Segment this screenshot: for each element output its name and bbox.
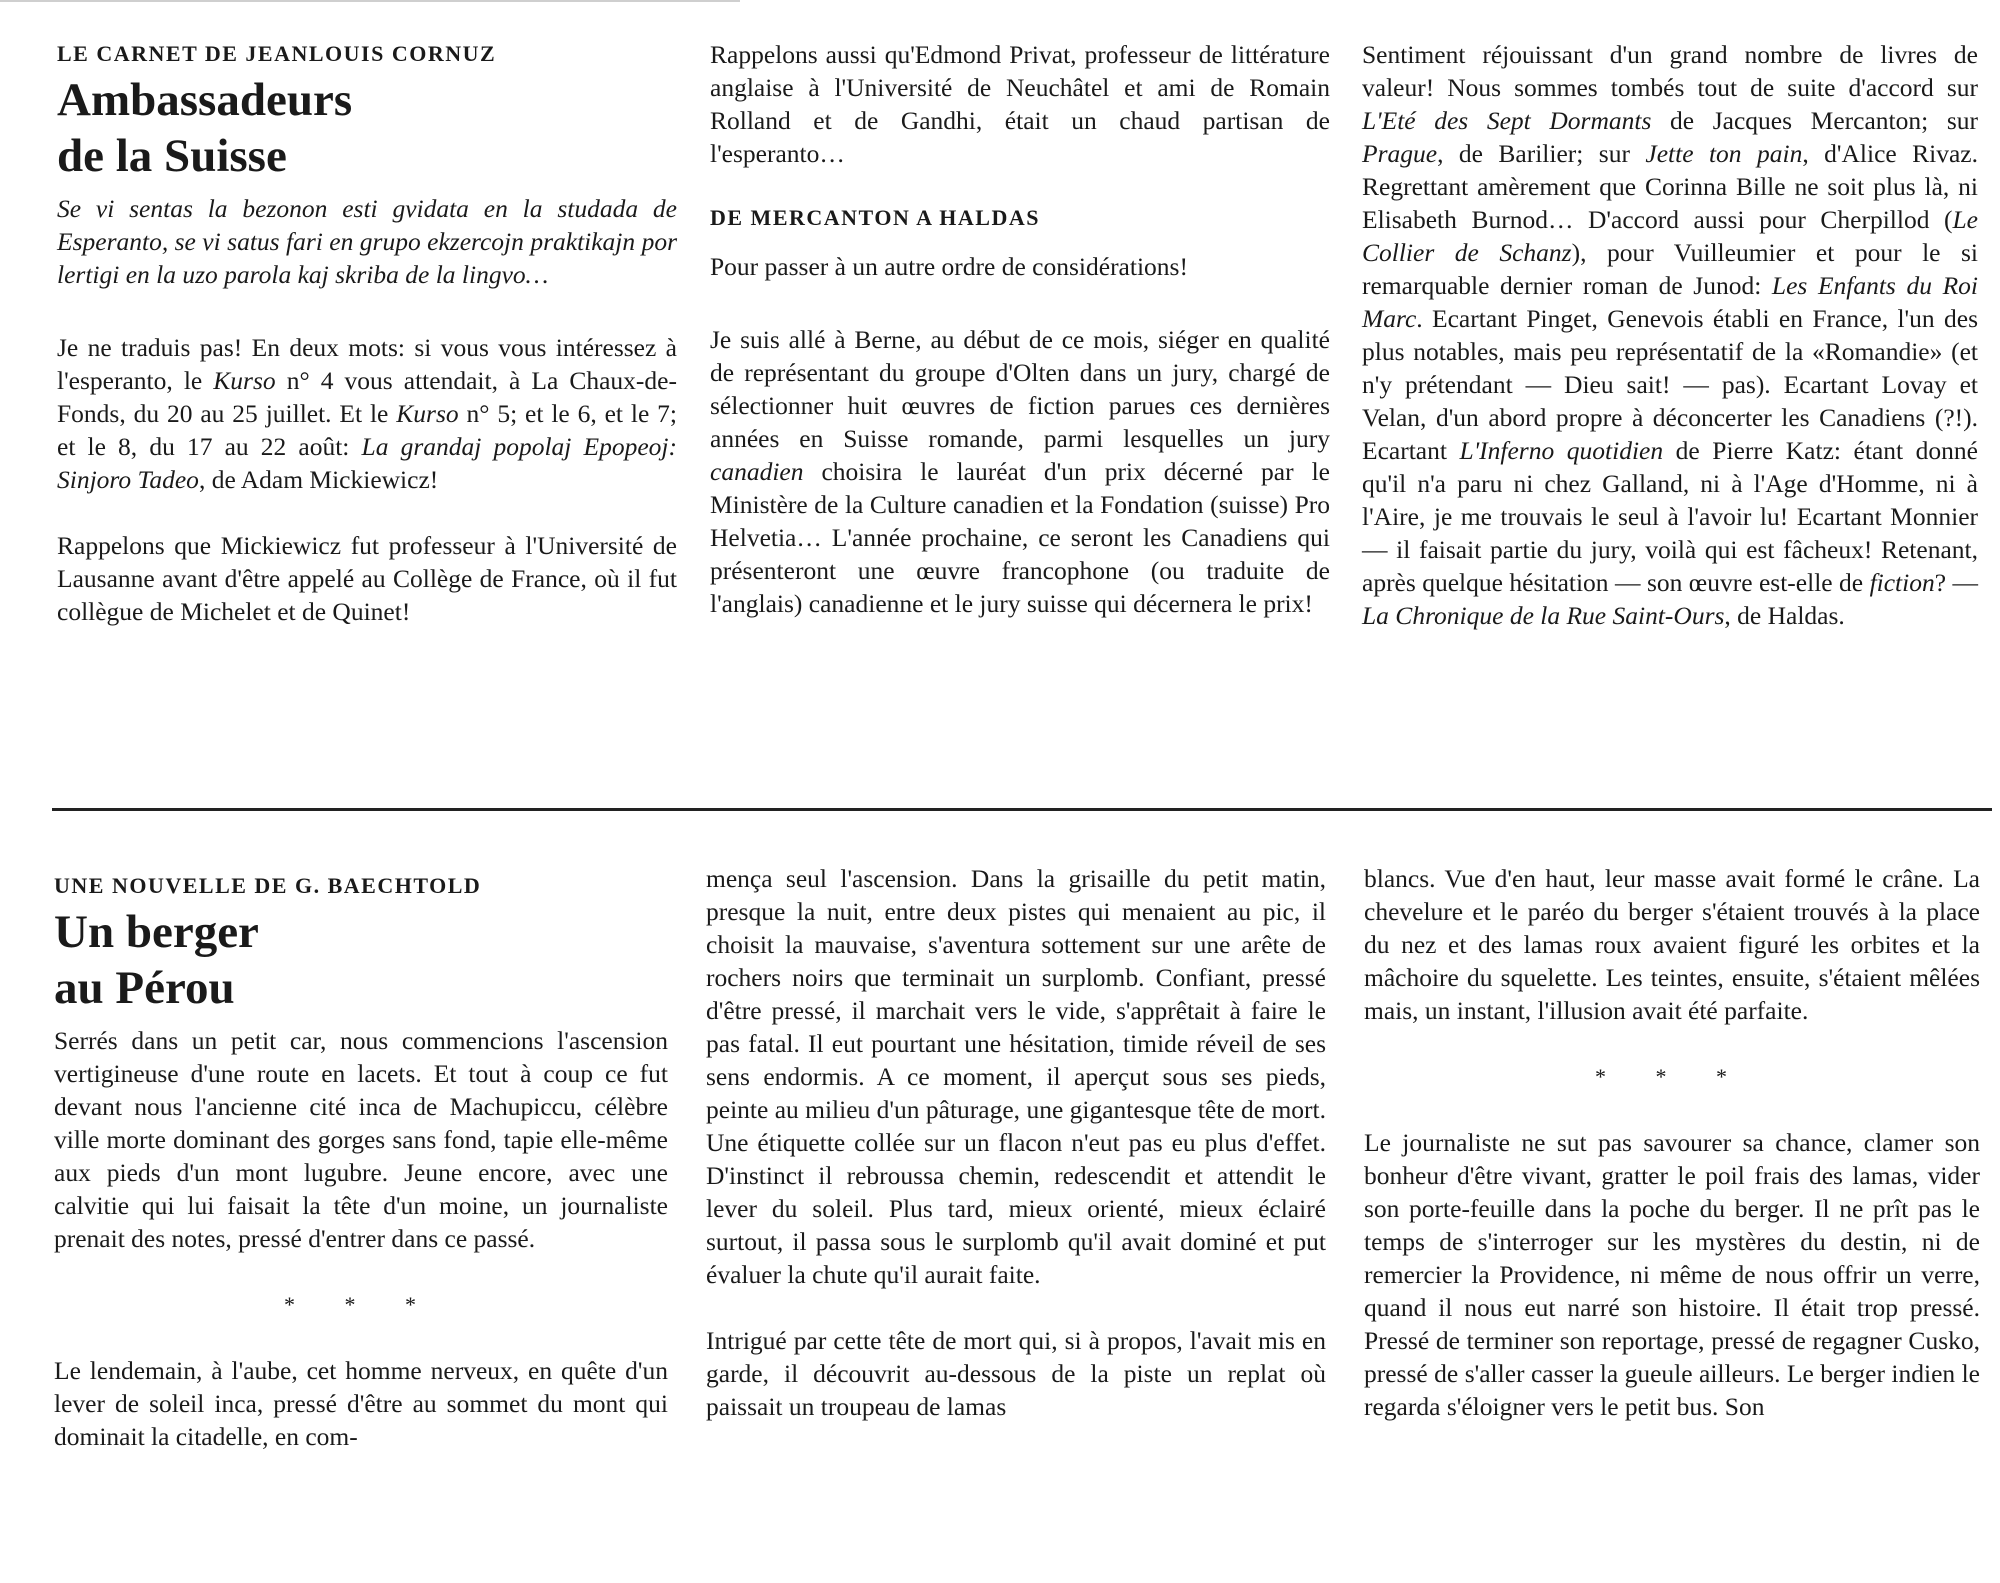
text-run: choisira le lauréat d'un prix décerné par le Ministère de la Culture canadien et la Fondation (suisse) Pro Helvetia… L'année prochaine, ce seront les Canadiens qui présenteront une œuvre francophone (ou traduite de l'anglais) canadienne et le jury suisse qui décernera le prix! bbox=[710, 457, 1330, 618]
article1-paragraph-3: Rappelons aussi qu'Edmond Privat, professeur de littérature anglaise à l'Université de Neuchâtel et ami de Romain Rolland et de Gandhi, était un chaud partisan de l'esperanto… bbox=[710, 40, 1330, 168]
italic-run: L'Eté des Sept Dormants bbox=[1362, 106, 1652, 135]
italic-run: La grandaj popolaj Epopeoj: Sinjoro Tadeo bbox=[57, 432, 677, 494]
italic-run: Les Enfants du Roi Marc bbox=[1362, 271, 1978, 333]
article1-column-3 bbox=[1362, 38, 1978, 632]
section-break-stars: * * * bbox=[284, 1292, 438, 1317]
article1-column-1 bbox=[57, 38, 677, 628]
text-run: ? — bbox=[1934, 568, 1978, 597]
article2-title-line1: Un berger bbox=[54, 906, 259, 958]
article1-kicker: LE CARNET DE JEANLOUIS CORNUZ bbox=[57, 41, 497, 66]
text-run: . Ecartant Pinget, Genevois établi en France, l'un des plus notables, mais peu représentatif de la «Romandie» (et n'y prétendant — Dieu sait! — pas). Ecartant Lovay et Velan, d'un abord propre à déconcerter les Canadiens (?!). Ecartant bbox=[1362, 304, 1978, 465]
text-run: de Pierre Katz: étant donné qu'il n'a paru ni chez Galland, ni à l'Age d'Homme, ni à l'Aire, je me trouvais le seul à l'avoir lu! Ecartant Monnier — il faisait partie du jury, voilà qui est fâcheux! Retenant, après quelque hésitation — son œuvre est-elle de bbox=[1362, 436, 1978, 597]
text-run: , de Adam Mickiewicz! bbox=[198, 465, 439, 494]
article1-lead: Se vi sentas la bezonon esti gvidata en la studada de Esperanto, se vi satus fari en grupo ekzercojn praktikajn por lertigi en la uzo parola kaj skriba de la lingvo… bbox=[57, 194, 677, 289]
article2-paragraph-3-end: blancs. Vue d'en haut, leur masse avait formé le crâne. La chevelure et le paréo du berger s'étaient trouvés à la place du nez et des lamas roux avaient figuré les orbites et la mâchoire du squelette. Les teintes, ensuite, s'étaient mêlées mais, un instant, l'illusion avait été parfaite. bbox=[1364, 864, 1980, 1025]
text-run: Je ne traduis pas! En deux mots: si vous vous intéressez à l'esperanto, le bbox=[57, 333, 677, 395]
article2-kicker: UNE NOUVELLE DE G. BAECHTOLD bbox=[54, 873, 482, 898]
italic-run: fiction bbox=[1869, 568, 1935, 597]
article1-paragraph-1 bbox=[57, 331, 677, 496]
article1-paragraph-4: Pour passer à un autre ordre de considérations! bbox=[710, 252, 1188, 281]
article-ambassadeurs bbox=[0, 0, 2000, 790]
article1-paragraph-5 bbox=[710, 323, 1330, 620]
article1-paragraph-2: Rappelons que Mickiewicz fut professeur à l'Université de Lausanne avant d'être appelé au Collège de France, où il fut collègue de Michelet et de Quinet! bbox=[57, 531, 677, 626]
italic-run: canadien bbox=[710, 457, 804, 486]
text-run: de Jacques Mercanton; sur bbox=[1651, 106, 1978, 135]
article-divider bbox=[52, 808, 1992, 811]
text-run: n° 5; et le 6, et le 7; et le 8, du 17 au 22 août: bbox=[57, 399, 678, 461]
article2-title-line2: au Pérou bbox=[54, 962, 235, 1014]
italic-run: L'Inferno quotidien bbox=[1459, 436, 1664, 465]
article1-column-2 bbox=[710, 38, 1330, 620]
text-run: , de Haldas. bbox=[1724, 601, 1845, 630]
article2-title bbox=[54, 904, 668, 1016]
article1-title-line1: Ambassadeurs bbox=[57, 74, 353, 126]
article1-title-line2: de la Suisse bbox=[57, 130, 287, 182]
article2-paragraph-4: Le journaliste ne sut pas savourer sa chance, clamer son bonheur d'être vivant, gratter le poil frais des lamas, vider son porte-feuille dans la poche du berger. Il ne prît pas le temps de s'interroger sur les mystères du destin, ni de remercier la Providence, ni même de nous offrir un verre, quand il nous eut narré son histoire. Il était trop pressé. Pressé de terminer son reportage, pressé de regagner Cusko, pressé de s'aller casser la gueule ailleurs. Le berger indien le regarda s'éloigner vers le petit bus. Son bbox=[1364, 1128, 1980, 1421]
article2-paragraph-3: Intrigué par cette tête de mort qui, si à propos, l'avait mis en garde, il découvrit au-dessous de la piste un replat où paissait un troupeau de lamas bbox=[706, 1326, 1326, 1421]
article2-paragraph-2: Le lendemain, à l'aube, cet homme nerveux, en quête d'un lever de soleil inca, pressé d'être au sommet du mont qui dominait la citadelle, en com- bbox=[54, 1356, 668, 1451]
text-run: n° 4 vous attendait, à La Chaux-de-Fonds, du 20 au 25 juillet. Et le bbox=[57, 366, 677, 428]
text-run: Je suis allé à Berne, au début de ce mois, siéger en qualité de représentant du groupe d'Olten dans un jury, chargé de sélectionner huit œuvres de fiction parues ces dernières années en Suisse romande, parmi lesquelles un jury bbox=[710, 325, 1330, 453]
article1-subheading: DE MERCANTON A HALDAS bbox=[710, 205, 1040, 230]
article2-paragraph-2-continued: mença seul l'ascension. Dans la grisaille du petit matin, presque la nuit, entre deux pistes qui menaient au pic, il choisit la mauvaise, s'aventura sottement sur une arête de rochers noirs que terminait un surplomb. Confiant, pressé d'être pressé, il marchait vers le vide, s'apprêtait à faire le pas fatal. Il eut pourtant une hésitation, timide réveil de ses sens endormis. A ce moment, il aperçut sous ses pieds, peinte au milieu d'un pâturage, une gigantesque tête de mort. Une étiquette collée sur un flacon n'eut pas eu plus d'effet. D'instinct il rebroussa chemin, redescendit et attendit le lever du soleil. Plus tard, mieux orienté, mieux éclairé surtout, il passa sous le surplomb qu'il avait dominé et put évaluer la chute qu'il aurait faite. bbox=[706, 864, 1326, 1289]
section-break-stars: * * * bbox=[1595, 1064, 1749, 1089]
italic-run: Le Collier de Schanz bbox=[1362, 205, 1978, 267]
article2-column-2-overflow bbox=[706, 862, 1326, 1423]
article1-paragraph-6 bbox=[1362, 38, 1978, 632]
text-run: , d'Alice Rivaz. Regrettant amèrement que Corinna Bille ne soit plus là, ni Elisabeth Burnod… D'accord aussi pour Cherpillod ( bbox=[1362, 139, 1978, 234]
text-run: Sentiment réjouissant d'un grand nombre de livres de valeur! Nous sommes tombés tout de suite d'accord sur bbox=[1362, 40, 1978, 102]
text-run: ), pour Vuilleumier et pour le si remarquable dernier roman de Junod: bbox=[1362, 238, 1978, 300]
italic-run: Jette ton pain bbox=[1645, 139, 1803, 168]
article-berger bbox=[0, 850, 2000, 1583]
article2-column-1 bbox=[54, 870, 668, 1453]
italic-run: Kurso bbox=[213, 366, 276, 395]
article2-column-3 bbox=[1364, 862, 1980, 1423]
italic-run: Prague bbox=[1362, 139, 1438, 168]
article1-title bbox=[57, 72, 677, 184]
article2-paragraph-1: Serrés dans un petit car, nous commencions l'ascension vertigineuse d'une route en lacets. Et tout à coup ce fut devant nous l'ancienne cité inca de Machupiccu, célèbre ville morte dominant des gorges sans fond, tapie elle-même aux pieds d'un mont lugubre. Jeune encore, avec une calvitie qui lui faisait la tête d'un moine, un journaliste prenait des notes, pressé d'entrer dans ce passé. bbox=[54, 1026, 668, 1253]
italic-run: Kurso bbox=[396, 399, 459, 428]
text-run: , de Barilier; sur bbox=[1437, 139, 1646, 168]
italic-run: La Chronique de la Rue Saint-Ours bbox=[1362, 601, 1725, 630]
